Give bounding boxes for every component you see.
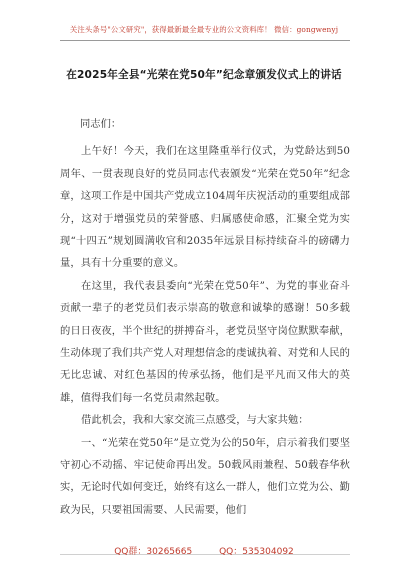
document-body	[60, 113, 350, 521]
header-divider	[60, 40, 350, 41]
footer-qq-group: QQ群：30265665	[114, 547, 193, 557]
body-paragraph: 一、“光荣在党50年”是立党为公的50年，启示着我们要坚守初心不动摇、牢记使命再出发。50载风雨兼程、50载春华秋实，无论时代如何变迁，始终有这么一群人，他们立党为公、勤政为民，只要祖国需要、人民需要，他们	[60, 436, 350, 516]
body-paragraph: 在这里，我代表县委向“光荣在党50年”、为党的事业奋斗贡献一辈子的老党员们表示崇高的敬意和诚挚的感谢！50多载的日日夜夜，半个世纪的拼搏奋斗，老党员坚守岗位默默奉献，生动体现了我们共产党人对理想信念的虔诚执着、对党和人民的无比忠诚、对红色基因的传承弘扬，他们是平凡而又伟大的英雄，值得我们每一名党员肃然起敬。	[60, 279, 350, 404]
document-title: 在2025年全县“光荣在党50年”纪念章颁发仪式上的讲话	[66, 69, 342, 81]
footer-contact	[0, 544, 408, 557]
salutation: 同志们：	[80, 118, 122, 130]
body-paragraph: 上午好！今天，我们在这里隆重举行仪式，为党龄达到50周年、一贯表现良好的党员同志代表颁发“光荣在党50年”纪念章，这项工作是中国共产党成立104周年庆祝活动的重要组成部分，这对于增强党员的荣誉感、归属感使命感，汇聚全党为实现“十四五”规划圆满收官和2035年远景目标持续奋斗的磅礴力量，具有十分重要的意义。	[60, 145, 350, 270]
footer-qq-number: QQ：535304092	[219, 547, 294, 557]
body-paragraph: 借此机会，我和大家交流三点感受，与大家共勉：	[81, 414, 309, 427]
header-promo-note: 关注头条号"公文研究"，获得最新最全最专业的公文资料库！ 微信：gongwenyj	[69, 25, 339, 34]
